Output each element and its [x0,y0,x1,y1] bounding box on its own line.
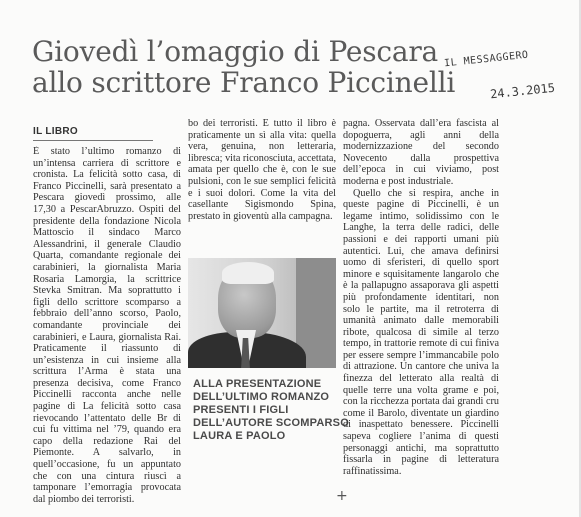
registration-mark: + [336,488,348,504]
column-3-paragraph-1: pagna. Osservata dall’era fascista al dopoguerra, agli anni della modernizzazione del secondo Novecento dalla prospettiva dell’epoca in cui viviamo, post moderna e post industriale. [343,118,499,187]
caption-line-2: DELL’ULTIMO ROMANZO [193,391,330,403]
headline-line-2: allo scrittore Franco Piccinelli [32,66,456,99]
rubric-divider [33,140,153,141]
headline-line-1: Giovedì l’omaggio di Pescara [32,35,439,68]
caption-line-5: LAURA E PAOLO [193,430,286,442]
photo-caption [193,378,349,443]
article-column-1: È stato l’ultimo romanzo di un’intensa carriera di scrittore e cronista. La felicità sotto casa, di Franco Piccinelli, sarà presentato a Pescara giovedì prossimo, alle 17,30 a PescarAbruzzo. Ospiti del presidente della fondazione Nicola Mattoscio il sindaco Marco Alessandrini, il generale Claudio Quarta, comandante regionale dei carabinieri, la giornalista Maria Rosaria Lamorgia, la scrittrice Stevka Smitran. Ma soprattutto i figli dello scrittore scomparso a febbraio dell’anno scorso, Paolo, comandante provinciale dei carabinieri, e Laura, giornalista Rai. Praticamente il riassunto di un’esistenza in cui insieme alla scrittura l’Arma è stata una presenza decisiva, come Franco Piccinelli racconta anche nelle pagine di La felicità sotto casa rievocando l’attentato delle Br di cui fu vittima nel ’79, quando era capo della redazione Rai del Piemonte. A salvarlo, in quell’occasione, fu un appuntato che con una cintura riuscì a tamponare l’emorragia provocata dal piombo dei terroristi. [33,146,181,505]
handwritten-source: IL MESSAGGERO [443,49,530,70]
author-photo [188,258,336,368]
headline [32,35,456,99]
photo-hair [222,262,274,284]
column-3-paragraph-2: Quello che si respira, anche in queste pagine di Piccinelli, è un legame intimo, solidissimo con le Langhe, la terra delle radici, delle passioni e dei rapporti umani più autentici. Lui, che amava definirsi uomo di sferisteri, di quello sport minore e squisitamente langarolo che è la pallapugno assaporava gli aspetti più profondamente identitari, non solo le partite, ma il retroterra di umanità animato dalle memorabili ribote, qualcosa di simile al terzo tempo, in trattorie remote di cui finiva per essere sempre l’immancabile polo di attrazione. Un cantore che univa la finezza del letterato alla realtà di quelle terre una volta grame e poi, con la ricchezza portata dai grandi cru come il Barolo, diventate un giardino di inaspettato benessere. Piccinelli sapeva cogliere l’anima di questi personaggi antichi, ma soprattutto fissarla in pagine di letteratura raffinatissima. [343,187,499,477]
article-column-3 [343,118,499,508]
handwritten-date: 24.3.2015 [489,80,556,102]
article-column-2: bo dei terroristi. E tutto il libro è praticamente un sì alla vita: quella vera, genuina, non letteraria, libresca; vita riconosciuta, accettata, amata per quello che è, con le sue pulsioni, con le sue semplici felicità e i suoi dolori. Come la vita del casellante Sigismondo Spina, prestato in gioventù alla campagna. [188,118,336,222]
caption-line-3: PRESENTI I FIGLI [193,404,289,416]
caption-line-4: DELL’AUTORE SCOMPARSO [193,417,349,429]
caption-line-1: ALLA PRESENTAZIONE [193,378,322,390]
section-rubric: IL LIBRO [33,126,78,137]
